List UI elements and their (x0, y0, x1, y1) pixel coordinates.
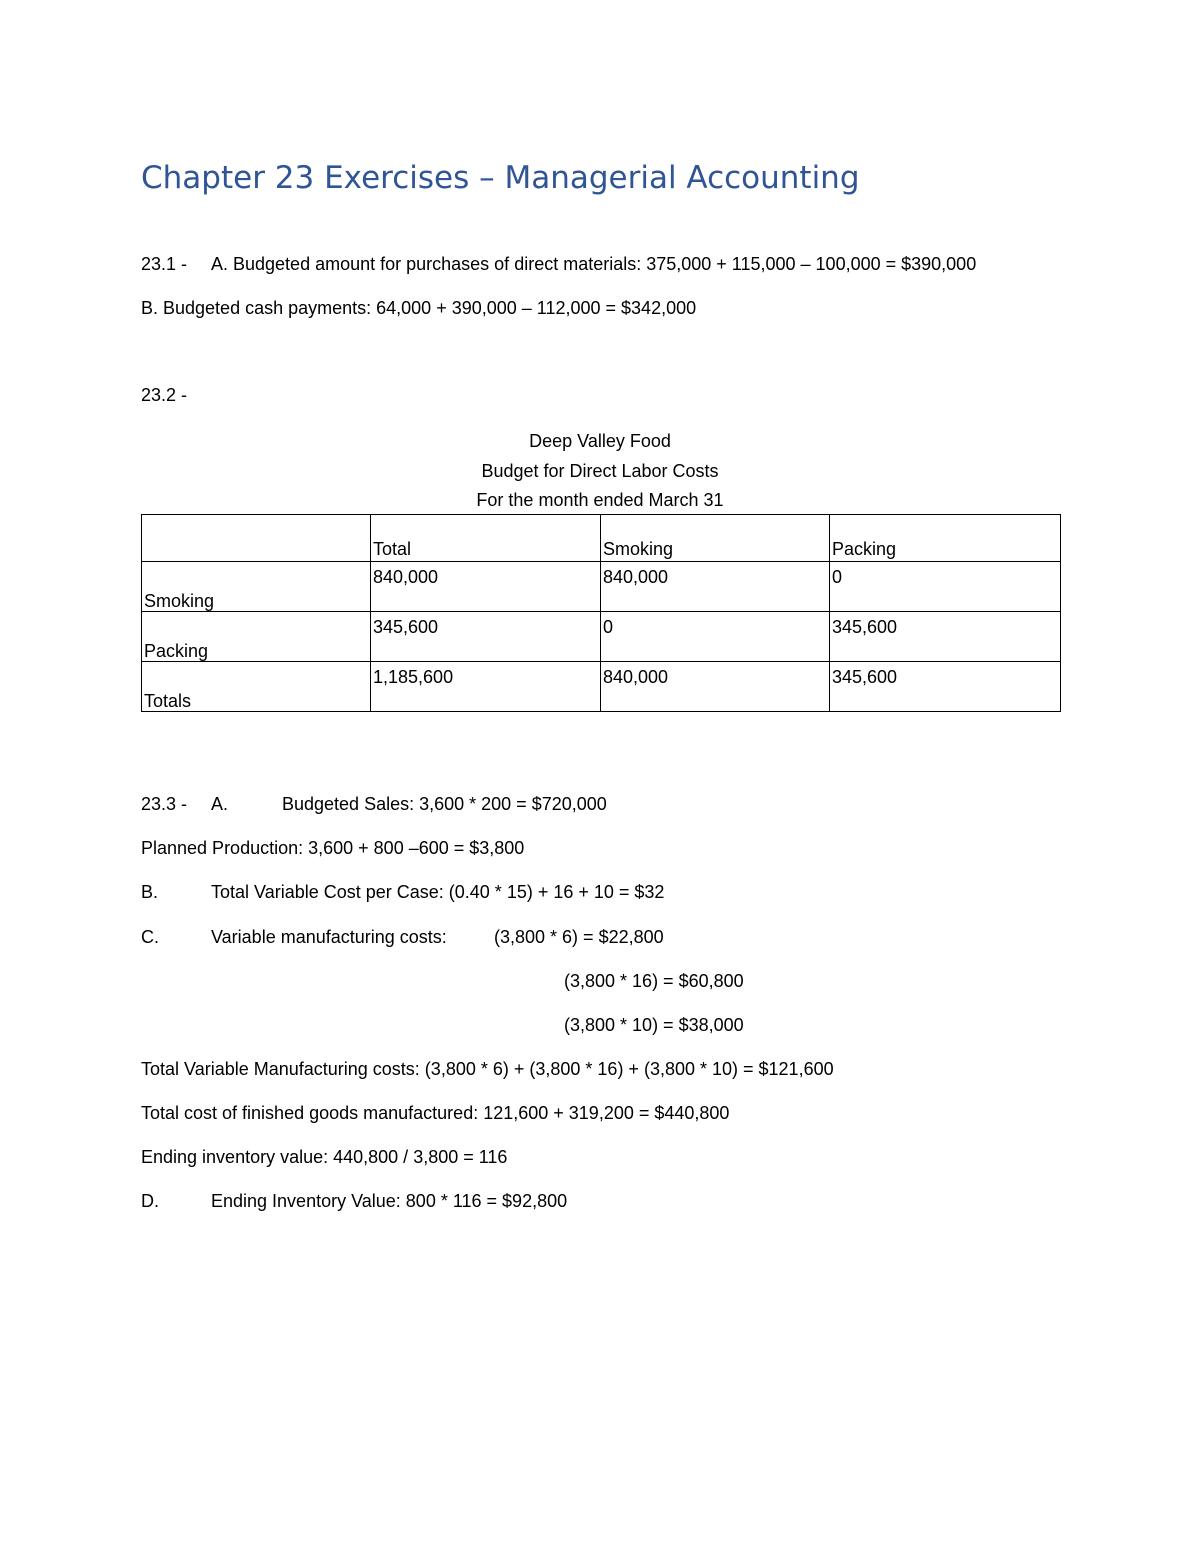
table-row (142, 612, 1061, 662)
table-row (142, 562, 1061, 612)
table-cell: 0 (601, 612, 830, 662)
exercise-23-1-label: 23.1 - (141, 254, 188, 274)
table-cell: 0 (830, 562, 1061, 612)
table-header-cell: Packing (830, 515, 1061, 562)
ending-inventory-calc-line: Ending inventory value: 440,800 / 3,800 = 116 (141, 1147, 508, 1167)
budget-title: Budget for Direct Labor Costs (481, 461, 719, 481)
exercise-23-3-letter-a: A. (211, 794, 229, 814)
variable-cost-calc-1: (3,800 * 6) = $22,800 (494, 927, 664, 947)
exercise-23-3-part-c: Variable manufacturing costs: (211, 927, 447, 947)
page-title: Chapter 23 Exercises – Managerial Accounting (141, 160, 860, 196)
table-header-cell: Smoking (601, 515, 830, 562)
total-cost-finished-goods-line: Total cost of finished goods manufactured: 121,600 + 319,200 = $440,800 (141, 1103, 730, 1123)
exercise-23-3-letter-b: B. (141, 882, 159, 902)
row-label: Packing (142, 612, 371, 662)
table-header-row (142, 515, 1061, 562)
company-name: Deep Valley Food (529, 431, 671, 451)
variable-cost-calc-2: (3,800 * 16) = $60,800 (564, 971, 744, 991)
budget-period: For the month ended March 31 (476, 490, 724, 510)
exercise-23-3-letter-c: C. (141, 927, 159, 947)
row-label: Smoking (142, 562, 371, 612)
table-header-cell: Total (371, 515, 601, 562)
exercise-23-3-part-b: Total Variable Cost per Case: (0.40 * 15) + 16 + 10 = $32 (211, 882, 665, 902)
exercise-23-3-part-a: Budgeted Sales: 3,600 * 200 = $720,000 (282, 794, 607, 814)
exercise-23-3-part-d: Ending Inventory Value: 800 * 116 = $92,800 (211, 1191, 568, 1211)
exercise-23-2-label: 23.2 - (141, 385, 188, 405)
exercise-23-1-part-b: B. Budgeted cash payments: 64,000 + 390,000 – 112,000 = $342,000 (141, 298, 697, 318)
planned-production-line: Planned Production: 3,600 + 800 –600 = $3,800 (141, 838, 525, 858)
table-cell: 345,600 (830, 612, 1061, 662)
table-cell: 840,000 (601, 662, 830, 712)
exercise-23-3-label: 23.3 - (141, 794, 188, 814)
table-cell: 345,600 (830, 662, 1061, 712)
table-cell: 345,600 (371, 612, 601, 662)
table-header-cell (142, 515, 371, 562)
total-variable-manufacturing-line: Total Variable Manufacturing costs: (3,800 * 6) + (3,800 * 16) + (3,800 * 10) = $121,600 (141, 1059, 834, 1079)
table-cell: 840,000 (371, 562, 601, 612)
table-cell: 1,185,600 (371, 662, 601, 712)
table-row (142, 662, 1061, 712)
row-label: Totals (142, 662, 371, 712)
exercise-23-1-part-a: A. Budgeted amount for purchases of direct materials: 375,000 + 115,000 – 100,000 = $390,000 (211, 254, 977, 274)
exercise-23-3-letter-d: D. (141, 1191, 159, 1211)
variable-cost-calc-3: (3,800 * 10) = $38,000 (564, 1015, 744, 1035)
table-cell: 840,000 (601, 562, 830, 612)
direct-labor-budget-table (141, 514, 1061, 712)
